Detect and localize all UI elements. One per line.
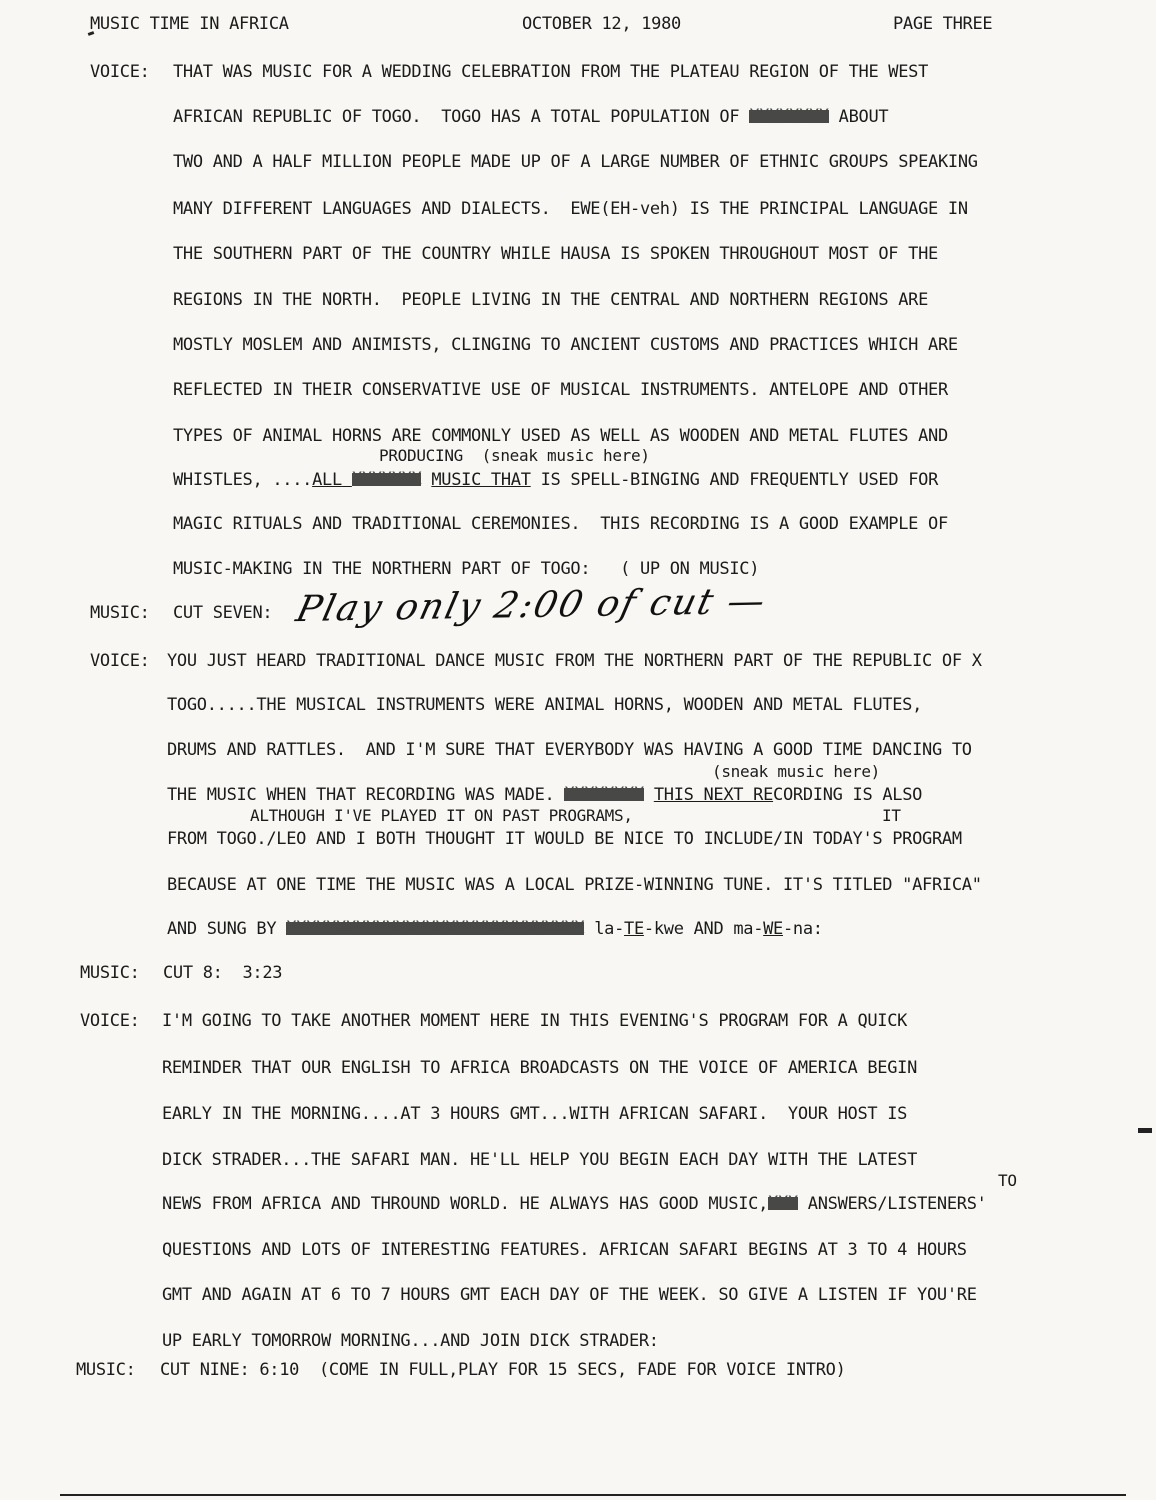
music-label: MUSIC: [80,963,140,983]
strikeout: XXX [768,1193,798,1213]
insertion-note: (sneak music here) [712,762,880,781]
voice-label: VOICE: [90,651,150,671]
script-line: AND SUNG BY XXXXXXXXXXXXXXXXXXXXXXXXXXXXXX la-TE-kwe AND ma-WE-na: [167,918,823,939]
script-line: TOGO.....THE MUSICAL INSTRUMENTS WERE ANIMAL HORNS, WOODEN AND METAL FLUTES, [167,695,923,715]
script-line: QUESTIONS AND LOTS OF INTERESTING FEATURES. AFRICAN SAFARI BEGINS AT 3 TO 4 HOURS [162,1240,967,1260]
program-title: MUSIC TIME IN AFRICA [90,14,289,34]
strikeout: XXXXXXXXXXXXXXXXXXXXXXXXXXXXXX [286,918,585,938]
script-line: WHISTLES, ....ALL XXXXXXX MUSIC THAT IS SPELL-BINGING AND FREQUENTLY USED FOR [173,469,939,490]
music-cue: CUT NINE: 6:10 (COME IN FULL,PLAY FOR 15 SECS, FADE FOR VOICE INTRO) [160,1360,846,1380]
script-line: MAGIC RITUALS AND TRADITIONAL CEREMONIES. THIS RECORDING IS A GOOD EXAMPLE OF [173,514,948,534]
script-line: I'M GOING TO TAKE ANOTHER MOMENT HERE IN THIS EVENING'S PROGRAM FOR A QUICK [162,1011,908,1031]
script-line: YOU JUST HEARD TRADITIONAL DANCE MUSIC FROM THE NORTHERN PART OF THE REPUBLIC OF X [167,651,982,671]
music-label: MUSIC: [76,1360,136,1380]
voice-label: VOICE: [90,62,150,82]
script-line: REGIONS IN THE NORTH. PEOPLE LIVING IN THE CENTRAL AND NORTHERN REGIONS ARE [173,290,929,310]
script-line: AFRICAN REPUBLIC OF TOGO. TOGO HAS A TOTAL POPULATION OF XXXXXXXX ABOUT [173,106,889,127]
music-cue: CUT 8: 3:23 [163,963,283,983]
script-line: MUSIC-MAKING IN THE NORTHERN PART OF TOGO: ( UP ON MUSIC) [173,559,760,579]
script-line: THAT WAS MUSIC FOR A WEDDING CELEBRATION FROM THE PLATEAU REGION OF THE WEST [173,62,929,82]
script-line: GMT AND AGAIN AT 6 TO 7 HOURS GMT EACH DAY OF THE WEEK. SO GIVE A LISTEN IF YOU'RE [162,1285,977,1305]
script-line: BECAUSE AT ONE TIME THE MUSIC WAS A LOCAL PRIZE-WINNING TUNE. IT'S TITLED "AFRICA" [167,875,982,895]
broadcast-date: OCTOBER 12, 1980 [522,14,681,34]
script-line: NEWS FROM AFRICA AND THROUND WORLD. HE ALWAYS HAS GOOD MUSIC,XXX ANSWERS/LISTENERS' [162,1193,987,1214]
music-cue: CUT SEVEN: [173,603,273,623]
voice-label: VOICE: [80,1011,140,1031]
script-line: FROM TOGO./LEO AND I BOTH THOUGHT IT WOULD BE NICE TO INCLUDE/IN TODAY'S PROGRAM [167,829,962,849]
page-number: PAGE THREE [893,14,993,34]
insertion-note: PRODUCING (sneak music here) [379,446,650,465]
script-line: EARLY IN THE MORNING....AT 3 HOURS GMT...WITH AFRICAN SAFARI. YOUR HOST IS [162,1104,908,1124]
strikeout: XXXXXXXX [564,784,644,804]
script-line: TYPES OF ANIMAL HORNS ARE COMMONLY USED AS WELL AS WOODEN AND METAL FLUTES AND [173,426,948,446]
script-line: THE SOUTHERN PART OF THE COUNTRY WHILE HAUSA IS SPOKEN THROUGHOUT MOST OF THE [173,244,938,264]
edge-mark [1138,1128,1152,1133]
script-line: REMINDER THAT OUR ENGLISH TO AFRICA BROADCASTS ON THE VOICE OF AMERICA BEGIN [162,1058,918,1078]
script-line: MANY DIFFERENT LANGUAGES AND DIALECTS. EWE(EH-veh) IS THE PRINCIPAL LANGUAGE IN [173,199,968,219]
strikeout: XXXXXXXX [749,106,829,126]
script-line: UP EARLY TOMORROW MORNING...AND JOIN DICK STRADER: [162,1331,659,1351]
script-line: DRUMS AND RATTLES. AND I'M SURE THAT EVERYBODY WAS HAVING A GOOD TIME DANCING TO [167,740,972,760]
insertion-note: TO [998,1171,1017,1190]
script-line: REFLECTED IN THEIR CONSERVATIVE USE OF MUSICAL INSTRUMENTS. ANTELOPE AND OTHER [173,380,948,400]
bottom-rule [60,1494,1126,1496]
strikeout: XXXXXXX [351,469,422,489]
script-line: MOSTLY MOSLEM AND ANIMISTS, CLINGING TO ANCIENT CUSTOMS AND PRACTICES WHICH ARE [173,335,958,355]
insertion-note: ALTHOUGH I'VE PLAYED IT ON PAST PROGRAMS, [250,806,633,825]
music-label: MUSIC: [90,603,150,623]
script-line: TWO AND A HALF MILLION PEOPLE MADE UP OF A LARGE NUMBER OF ETHNIC GROUPS SPEAKING [173,152,978,172]
script-line: THE MUSIC WHEN THAT RECORDING WAS MADE. XXXXXXXX THIS NEXT RECORDING IS ALSO [167,784,923,805]
insertion-note: IT [882,806,901,825]
handwritten-note: Play only 2:00 of cut — [292,580,771,631]
script-line: DICK STRADER...THE SAFARI MAN. HE'LL HELP YOU BEGIN EACH DAY WITH THE LATEST [162,1150,918,1170]
